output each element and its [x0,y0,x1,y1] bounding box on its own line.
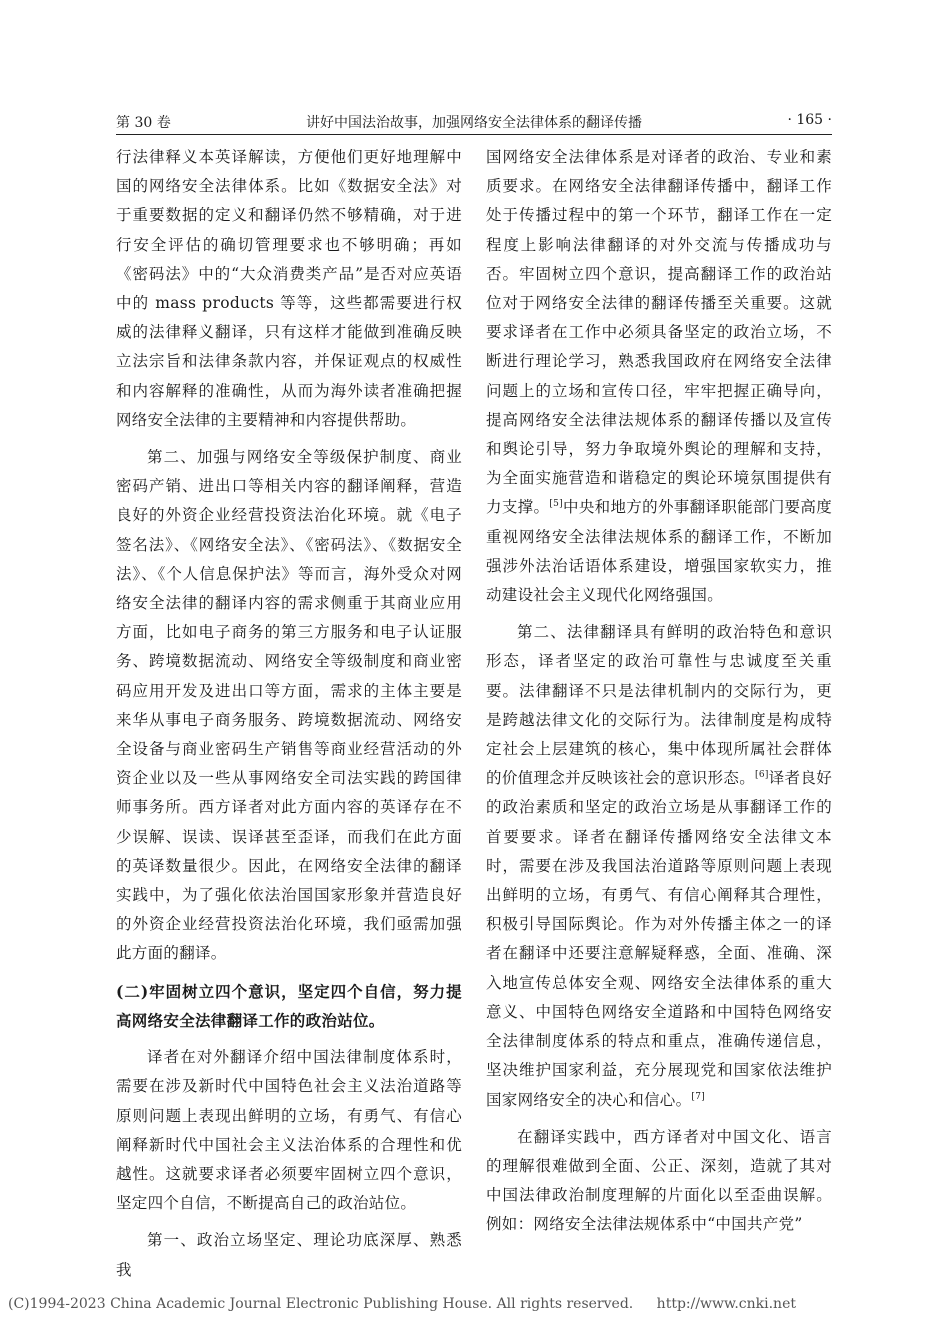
paragraph: 第一、政治立场坚定、理论功底深厚、熟悉我 [116,1231,462,1279]
left-column [116,143,462,1285]
right-column [486,143,832,1240]
section-heading: (二)牢固树立四个意识，坚定四个自信，努力提高网络安全法律翻译工作的政治站位。 [116,981,462,1030]
paragraph-text: 第二、法律翻译具有鲜明的政治特色和意识形态，译者坚定的政治可靠性与忠诚度至关重要。法律翻译不只是法律机制内的交际行为，更是跨越法律文化的交际行为。法律制度是构成特定社会上层建筑的核心，集中体现所属社会群体的价值理念并反映该社会的意识形态。 [486,623,832,788]
footer-link[interactable]: http://www.cnki.net [656,1296,796,1312]
page-number: · 165 · [787,112,832,128]
citation-ref: [6] [755,770,769,781]
citation-ref: [7] [691,1091,706,1102]
header-divider [116,134,832,135]
copyright-notice: (C)1994-2023 China Academic Journal Electronic Publishing House. All rights reserved. [8,1296,634,1312]
volume-label: 第 30 卷 [116,115,171,131]
paragraph-text: 译者良好的政治素质和坚定的政治立场是从事翻译工作的首要要求。译者在翻译传播网络安全法律文本时，需要在涉及我国法治道路等原则问题上表现出鲜明的立场，有勇气、有信心阐释其合理性，积极引导国际舆论。作为对外传播主体之一的译者在翻译中还要注意解疑释惑，全面、准确、深入地宣传总体安全观、网络安全法律体系的重大意义、中国特色网络安全道路和中国特色网络安全法律制度体系的特点和重点，准确传递信息，坚决维护国家利益，充分展现党和国家依法维护国家网络安全的决心和信心。 [486,769,832,1109]
running-title: 讲好中国法治故事，加强网络安全法律体系的翻译传播 [306,115,642,131]
citation-ref: [5] [549,499,563,510]
paragraph: 在翻译实践中，西方译者对中国文化、语言的理解很难做到全面、公正、深刻，造就了其对中国法律政治制度理解的片面化以至歪曲误解。例如：网络安全法律法规体系中“中国共产党” [486,1127,832,1234]
paragraph: 译者在对外翻译介绍中国法律制度体系时，需要在涉及新时代中国特色社会主义法治道路等原则问题上表现出鲜明的立场，有勇气、有信心阐释新时代中国社会主义法治体系的合理性和优越性。这就要求译者必须要牢固树立四个意识，坚定四个自信，不断提高自己的政治站位。 [116,1048,462,1213]
running-header [116,112,832,136]
paragraph [486,143,832,610]
paragraph: 行法律释义本英译解读，方便他们更好地理解中国的网络安全法律体系。比如《数据安全法》对于重要数据的定义和翻译仍然不够精确，对于进行安全评估的确切管理要求也不够明确；再如《密码法》中的“大众消费类产品”是否对应英语中的 mass products 等等，这些都需要进行权威的法律释义翻译，只有这样才能做到准确反映立法宗旨和法律条款内容，并保证观点的权威性和内容解释的准确性，从而为海外读者准确把握网络安全法律的主要精神和内容提供帮助。 [116,148,462,429]
footer [0,1296,950,1318]
paragraph: 第二、加强与网络安全等级保护制度、商业密码产销、进出口等相关内容的翻译阐释，营造良好的外资企业经营投资法治化环境。就《电子签名法》、《网络安全法》、《密码法》、《数据安全法》、《个人信息保护法》等而言，海外受众对网络安全法律的翻译内容的需求侧重于其商业应用方面，比如电子商务的第三方服务和电子认证服务、跨境数据流动、网络安全等级制度和商业密码应用开发及进出口等方面，需求的主体主要是来华从事电子商务服务、跨境数据流动、网络安全设备与商业密码生产销售等商业经营活动的外资企业以及一些从事网络安全司法实践的跨国律师事务所。西方译者对此方面内容的英译存在不少误解、误读、误译甚至歪译，而我们在此方面的英译数量很少。因此，在网络安全法律的翻译实践中，为了强化依法治国国家形象并营造良好的外资企业经营投资法治化环境，我们亟需加强此方面的翻译。 [116,448,462,963]
paragraph-text: 国网络安全法律体系是对译者的政治、专业和素质要求。在网络安全法律翻译传播中，翻译工作处于传播过程中的第一个环节，翻译工作在一定程度上影响法律翻译的对外交流与传播成功与否。牢固树立四个意识，提高翻译工作的政治站位对于网络安全法律的翻译传播至关重要。这就要求译者在工作中必须具备坚定的政治立场，不断进行理论学习，熟悉我国政府在网络安全法律问题上的立场和宣传口径，牢牢把握正确导向，提高网络安全法律法规体系的翻译传播以及宣传和舆论引导，努力争取境外舆论的理解和支持，为全面实施营造和谐稳定的舆论环境氛围提供有力支撑。 [486,148,832,517]
paragraph-text: 中央和地方的外事翻译职能部门要高度重视网络安全法律法规体系的翻译工作，不断加强涉外法治话语体系建设，增强国家软实力，推动建设社会主义现代化网络强国。 [486,498,832,605]
paragraph [486,618,832,1114]
